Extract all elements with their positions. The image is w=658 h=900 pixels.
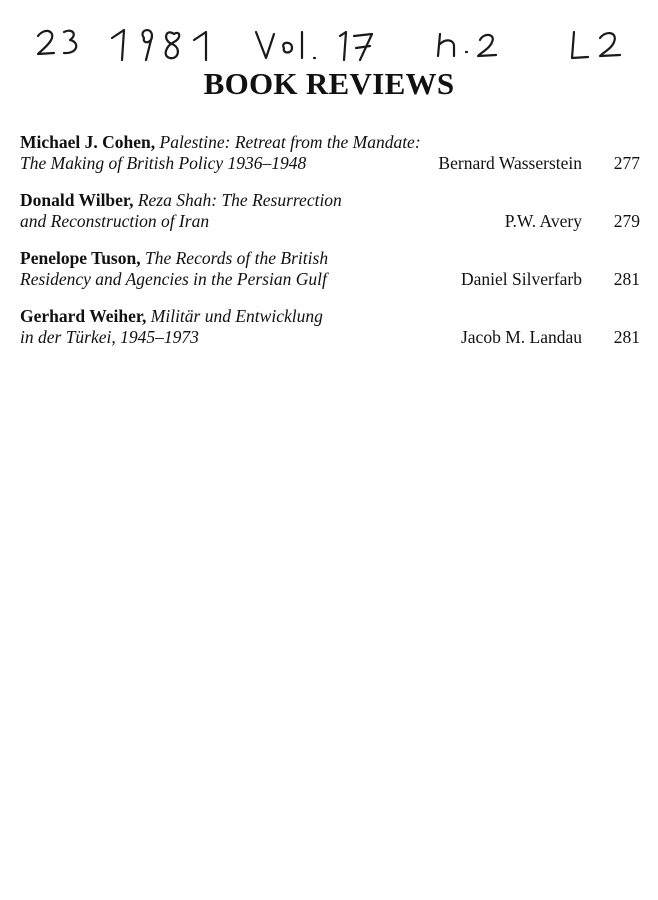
- review-author: Gerhard Weiher,: [20, 306, 147, 326]
- review-line-2: [20, 153, 640, 174]
- review-reviewer: P.W. Avery: [504, 211, 582, 231]
- review-book-title-cont: Residency and Agencies in the Persian Gulf: [20, 269, 327, 289]
- handwritten-annotation: [34, 22, 634, 72]
- review-line-1: [20, 306, 640, 327]
- review-page-number: 281: [613, 269, 640, 289]
- review-book-title: Militär und Entwicklung: [150, 306, 323, 326]
- review-book-title-cont: and Reconstruction of Iran: [20, 211, 210, 231]
- review-author: Donald Wilber,: [20, 190, 134, 210]
- review-entry: [20, 132, 640, 174]
- review-book-title: Reza Shah: The Resurrection: [137, 190, 342, 210]
- review-page-number: 281: [613, 327, 640, 347]
- review-reviewer: Bernard Wasserstein: [438, 153, 582, 173]
- review-reviewer: Jacob M. Landau: [460, 327, 582, 347]
- review-book-title-cont: in der Türkei, 1945–1973: [20, 327, 199, 347]
- review-book-title: Palestine: Retreat from the Mandate:: [159, 132, 421, 152]
- review-entry: [20, 190, 640, 232]
- review-line-1: [20, 248, 640, 269]
- review-book-title-cont: The Making of British Policy 1936–1948: [20, 153, 307, 173]
- review-line-1: [20, 132, 640, 153]
- review-author: Penelope Tuson,: [20, 248, 141, 268]
- page-title: BOOK REVIEWS: [203, 66, 455, 101]
- review-line-2: [20, 269, 640, 290]
- review-page-number: 277: [613, 153, 640, 173]
- review-book-title: The Records of the British: [144, 248, 329, 268]
- review-author: Michael J. Cohen,: [20, 132, 156, 152]
- handwritten-annotation-drawing: [34, 22, 634, 72]
- review-line-2: [20, 327, 640, 348]
- review-page-number: 279: [613, 211, 640, 231]
- review-line-2: [20, 211, 640, 232]
- review-list: [20, 132, 640, 364]
- review-reviewer: Daniel Silverfarb: [461, 269, 582, 289]
- review-line-1: [20, 190, 640, 211]
- review-entry: [20, 306, 640, 348]
- review-entry: [20, 248, 640, 290]
